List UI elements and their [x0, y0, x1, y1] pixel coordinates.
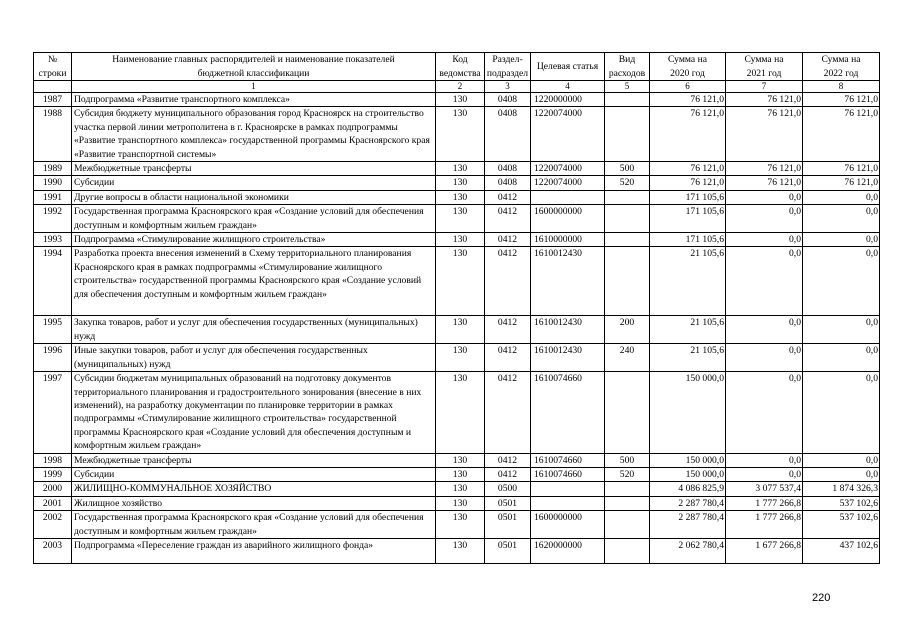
header-sum-2022: Сумма на 2022 год — [803, 53, 880, 81]
table-row — [34, 372, 880, 453]
sum-2020: 150 000,0 — [650, 372, 726, 453]
sum-2021: 76 121,0 — [726, 176, 803, 190]
row-number: 2001 — [34, 496, 72, 510]
sum-2020: 21 105,6 — [650, 316, 726, 344]
sum-2022: 0,0 — [803, 316, 880, 344]
department-code: 130 — [436, 482, 485, 496]
row-name: Государственная программа Красноярского края «Создание условий для обеспечения доступным и комфортным жильем граждан» — [72, 205, 436, 233]
expense-type-code — [605, 205, 650, 233]
column-index: 7 — [726, 81, 803, 93]
section-code: 0501 — [485, 538, 531, 563]
header-sum-2021: Сумма на 2021 год — [726, 53, 803, 81]
row-name: Жилищное хозяйство — [72, 496, 436, 510]
row-number: 1999 — [34, 467, 72, 481]
sum-2020: 171 105,6 — [650, 190, 726, 204]
section-code: 0412 — [485, 190, 531, 204]
column-index — [34, 81, 72, 93]
sum-2020: 171 105,6 — [650, 233, 726, 247]
row-name: Субсидии — [72, 176, 436, 190]
row-name: ЖИЛИЩНО-КОММУНАЛЬНОЕ ХОЗЯЙСТВО — [72, 482, 436, 496]
department-code: 130 — [436, 453, 485, 467]
column-index: 2 — [436, 81, 485, 93]
row-number: 1998 — [34, 453, 72, 467]
table-row — [34, 453, 880, 467]
expense-type-code — [605, 233, 650, 247]
target-item-code: 1610012430 — [531, 316, 605, 344]
header-expense-type: Вид расходов — [605, 53, 650, 81]
sum-2020: 2 062 780,4 — [650, 538, 726, 563]
header-row — [34, 53, 880, 81]
department-code: 130 — [436, 344, 485, 372]
header-name: Наименование главных распорядителей и наименование показателей бюджетной классификации — [72, 53, 436, 81]
table-row — [34, 190, 880, 204]
section-code: 0412 — [485, 205, 531, 233]
sum-2021: 1 777 266,8 — [726, 511, 803, 539]
column-index: 4 — [531, 81, 605, 93]
row-number: 1990 — [34, 176, 72, 190]
sum-2021: 76 121,0 — [726, 162, 803, 176]
table-row — [34, 247, 880, 316]
section-code: 0412 — [485, 316, 531, 344]
sum-2022: 76 121,0 — [803, 107, 880, 162]
sum-2020: 150 000,0 — [650, 453, 726, 467]
row-name: Субсидии бюджетам муниципальных образований на подготовку документов территориального планирования и градостроительного зонирования (внесение в них изменений), на разработку документации по планировке территории в рамках подпрограммы «Стимулирование жилищного строительства» государственной программы Красноярского края «Создание условий для обеспечения доступным и комфортным жильем граждан» — [72, 372, 436, 453]
sum-2020: 4 086 825,9 — [650, 482, 726, 496]
table-row — [34, 511, 880, 539]
expense-type-code — [605, 107, 650, 162]
sum-2021: 0,0 — [726, 233, 803, 247]
expense-type-code: 200 — [605, 316, 650, 344]
row-name: Субсидии — [72, 467, 436, 481]
target-item-code — [531, 190, 605, 204]
section-code: 0501 — [485, 511, 531, 539]
table-row — [34, 496, 880, 510]
sum-2020: 2 287 780,4 — [650, 511, 726, 539]
department-code: 130 — [436, 93, 485, 107]
row-number: 1995 — [34, 316, 72, 344]
department-code: 130 — [436, 247, 485, 316]
header-department-code: Код ведомства — [436, 53, 485, 81]
department-code: 130 — [436, 538, 485, 563]
department-code: 130 — [436, 511, 485, 539]
row-number: 2000 — [34, 482, 72, 496]
row-number: 1992 — [34, 205, 72, 233]
table-row — [34, 176, 880, 190]
target-item-code — [531, 496, 605, 510]
department-code: 130 — [436, 162, 485, 176]
target-item-code: 1610012430 — [531, 344, 605, 372]
department-code: 130 — [436, 190, 485, 204]
header-sum-2020: Сумма на 2020 год — [650, 53, 726, 81]
sum-2020: 76 121,0 — [650, 107, 726, 162]
expense-type-code: 520 — [605, 467, 650, 481]
row-number: 2003 — [34, 538, 72, 563]
target-item-code: 1220074000 — [531, 107, 605, 162]
sum-2020: 2 287 780,4 — [650, 496, 726, 510]
department-code: 130 — [436, 205, 485, 233]
sum-2020: 76 121,0 — [650, 93, 726, 107]
sum-2021: 1 677 266,8 — [726, 538, 803, 563]
sum-2020: 21 105,6 — [650, 344, 726, 372]
department-code: 130 — [436, 467, 485, 481]
department-code: 130 — [436, 233, 485, 247]
section-code: 0412 — [485, 467, 531, 481]
section-code: 0412 — [485, 453, 531, 467]
sum-2022: 0,0 — [803, 372, 880, 453]
expense-type-code — [605, 372, 650, 453]
department-code: 130 — [436, 372, 485, 453]
sum-2022: 0,0 — [803, 205, 880, 233]
expense-type-code — [605, 496, 650, 510]
row-name: Иные закупки товаров, работ и услуг для обеспечения государственных (муниципальных) нужд — [72, 344, 436, 372]
table-row — [34, 482, 880, 496]
row-number: 1997 — [34, 372, 72, 453]
sum-2020: 76 121,0 — [650, 176, 726, 190]
section-code: 0500 — [485, 482, 531, 496]
sum-2021: 1 777 266,8 — [726, 496, 803, 510]
section-code: 0412 — [485, 372, 531, 453]
sum-2021: 0,0 — [726, 205, 803, 233]
section-code: 0412 — [485, 247, 531, 316]
expense-type-code — [605, 247, 650, 316]
section-code: 0408 — [485, 162, 531, 176]
expense-type-code — [605, 93, 650, 107]
table-row — [34, 107, 880, 162]
target-item-code: 1220074000 — [531, 176, 605, 190]
sum-2022: 437 102,6 — [803, 538, 880, 563]
department-code: 130 — [436, 316, 485, 344]
target-item-code: 1620000000 — [531, 538, 605, 563]
column-index: 8 — [803, 81, 880, 93]
sum-2020: 76 121,0 — [650, 162, 726, 176]
target-item-code: 1220000000 — [531, 93, 605, 107]
department-code: 130 — [436, 107, 485, 162]
sum-2021: 0,0 — [726, 344, 803, 372]
sum-2021: 76 121,0 — [726, 93, 803, 107]
target-item-code: 1600000000 — [531, 205, 605, 233]
row-number: 2002 — [34, 511, 72, 539]
column-index-row — [34, 81, 880, 93]
table-row — [34, 538, 880, 563]
row-name: Другие вопросы в области национальной экономики — [72, 190, 436, 204]
table-body — [34, 93, 880, 564]
expense-type-code: 520 — [605, 176, 650, 190]
row-name: Разработка проекта внесения изменений в Схему территориального планирования Красноярского края в рамках подпрограммы «Стимулирование жилищного строительства» государственной программы Красноярского края «Создание условий для обеспечения доступным и комфортным жильем граждан» — [72, 247, 436, 316]
row-number: 1996 — [34, 344, 72, 372]
sum-2022: 537 102,6 — [803, 511, 880, 539]
sum-2022: 0,0 — [803, 190, 880, 204]
target-item-code: 1610074660 — [531, 372, 605, 453]
expense-type-code — [605, 190, 650, 204]
row-name: Субсидия бюджету муниципального образования город Красноярск на строительство участка первой линии метрополитена в г. Красноярске в рамках подпрограммы «Развитие транспортного комплекса» государственной программы Красноярского края «Развитие транспортной системы» — [72, 107, 436, 162]
table-row — [34, 233, 880, 247]
expense-type-code: 500 — [605, 453, 650, 467]
section-code: 0408 — [485, 176, 531, 190]
target-item-code: 1220074000 — [531, 162, 605, 176]
row-name: Закупка товаров, работ и услуг для обеспечения государственных (муниципальных) нужд — [72, 316, 436, 344]
table-row — [34, 205, 880, 233]
expense-type-code: 240 — [605, 344, 650, 372]
row-number: 1991 — [34, 190, 72, 204]
sum-2021: 3 077 537,4 — [726, 482, 803, 496]
sum-2022: 0,0 — [803, 453, 880, 467]
header-section: Раздел- подраздел — [485, 53, 531, 81]
expense-type-code — [605, 538, 650, 563]
table-row — [34, 316, 880, 344]
department-code: 130 — [436, 176, 485, 190]
target-item-code: 1610012430 — [531, 247, 605, 316]
sum-2022: 0,0 — [803, 233, 880, 247]
sum-2021: 0,0 — [726, 316, 803, 344]
section-code: 0408 — [485, 93, 531, 107]
row-name: Межбюджетные трансферты — [72, 453, 436, 467]
row-name: Подпрограмма «Стимулирование жилищного строительства» — [72, 233, 436, 247]
sum-2021: 0,0 — [726, 372, 803, 453]
sum-2022: 537 102,6 — [803, 496, 880, 510]
target-item-code — [531, 482, 605, 496]
sum-2020: 171 105,6 — [650, 205, 726, 233]
section-code: 0412 — [485, 233, 531, 247]
target-item-code: 1610074660 — [531, 467, 605, 481]
budget-table — [33, 52, 880, 564]
table-row — [34, 344, 880, 372]
sum-2022: 0,0 — [803, 467, 880, 481]
sum-2022: 0,0 — [803, 344, 880, 372]
sum-2022: 76 121,0 — [803, 162, 880, 176]
page-number: 220 — [812, 592, 831, 604]
table-row — [34, 93, 880, 107]
section-code: 0412 — [485, 344, 531, 372]
row-number: 1988 — [34, 107, 72, 162]
target-item-code: 1610074660 — [531, 453, 605, 467]
sum-2022: 0,0 — [803, 247, 880, 316]
sum-2021: 0,0 — [726, 190, 803, 204]
sum-2021: 0,0 — [726, 453, 803, 467]
row-name: Межбюджетные трансферты — [72, 162, 436, 176]
sum-2020: 21 105,6 — [650, 247, 726, 316]
row-number: 1993 — [34, 233, 72, 247]
expense-type-code — [605, 482, 650, 496]
expense-type-code — [605, 511, 650, 539]
expense-type-code: 500 — [605, 162, 650, 176]
header-target-item: Целевая статья — [531, 53, 605, 81]
section-code: 0408 — [485, 107, 531, 162]
column-index: 3 — [485, 81, 531, 93]
row-name: Подпрограмма «Переселение граждан из аварийного жилищного фонда» — [72, 538, 436, 563]
department-code: 130 — [436, 496, 485, 510]
sum-2022: 76 121,0 — [803, 93, 880, 107]
header-row-number: № строки — [34, 53, 72, 81]
row-name: Государственная программа Красноярского края «Создание условий для обеспечения доступным и комфортным жильем граждан» — [72, 511, 436, 539]
row-number: 1989 — [34, 162, 72, 176]
sum-2022: 76 121,0 — [803, 176, 880, 190]
section-code: 0501 — [485, 496, 531, 510]
column-index: 6 — [650, 81, 726, 93]
table-row — [34, 467, 880, 481]
target-item-code: 1610000000 — [531, 233, 605, 247]
sum-2020: 150 000,0 — [650, 467, 726, 481]
sum-2022: 1 874 326,3 — [803, 482, 880, 496]
sum-2021: 76 121,0 — [726, 107, 803, 162]
sum-2021: 0,0 — [726, 247, 803, 316]
column-index: 1 — [72, 81, 436, 93]
row-number: 1987 — [34, 93, 72, 107]
column-index: 5 — [605, 81, 650, 93]
row-number: 1994 — [34, 247, 72, 316]
target-item-code: 1600000000 — [531, 511, 605, 539]
sum-2021: 0,0 — [726, 467, 803, 481]
table-row — [34, 162, 880, 176]
row-name: Подпрограмма «Развитие транспортного комплекса» — [72, 93, 436, 107]
